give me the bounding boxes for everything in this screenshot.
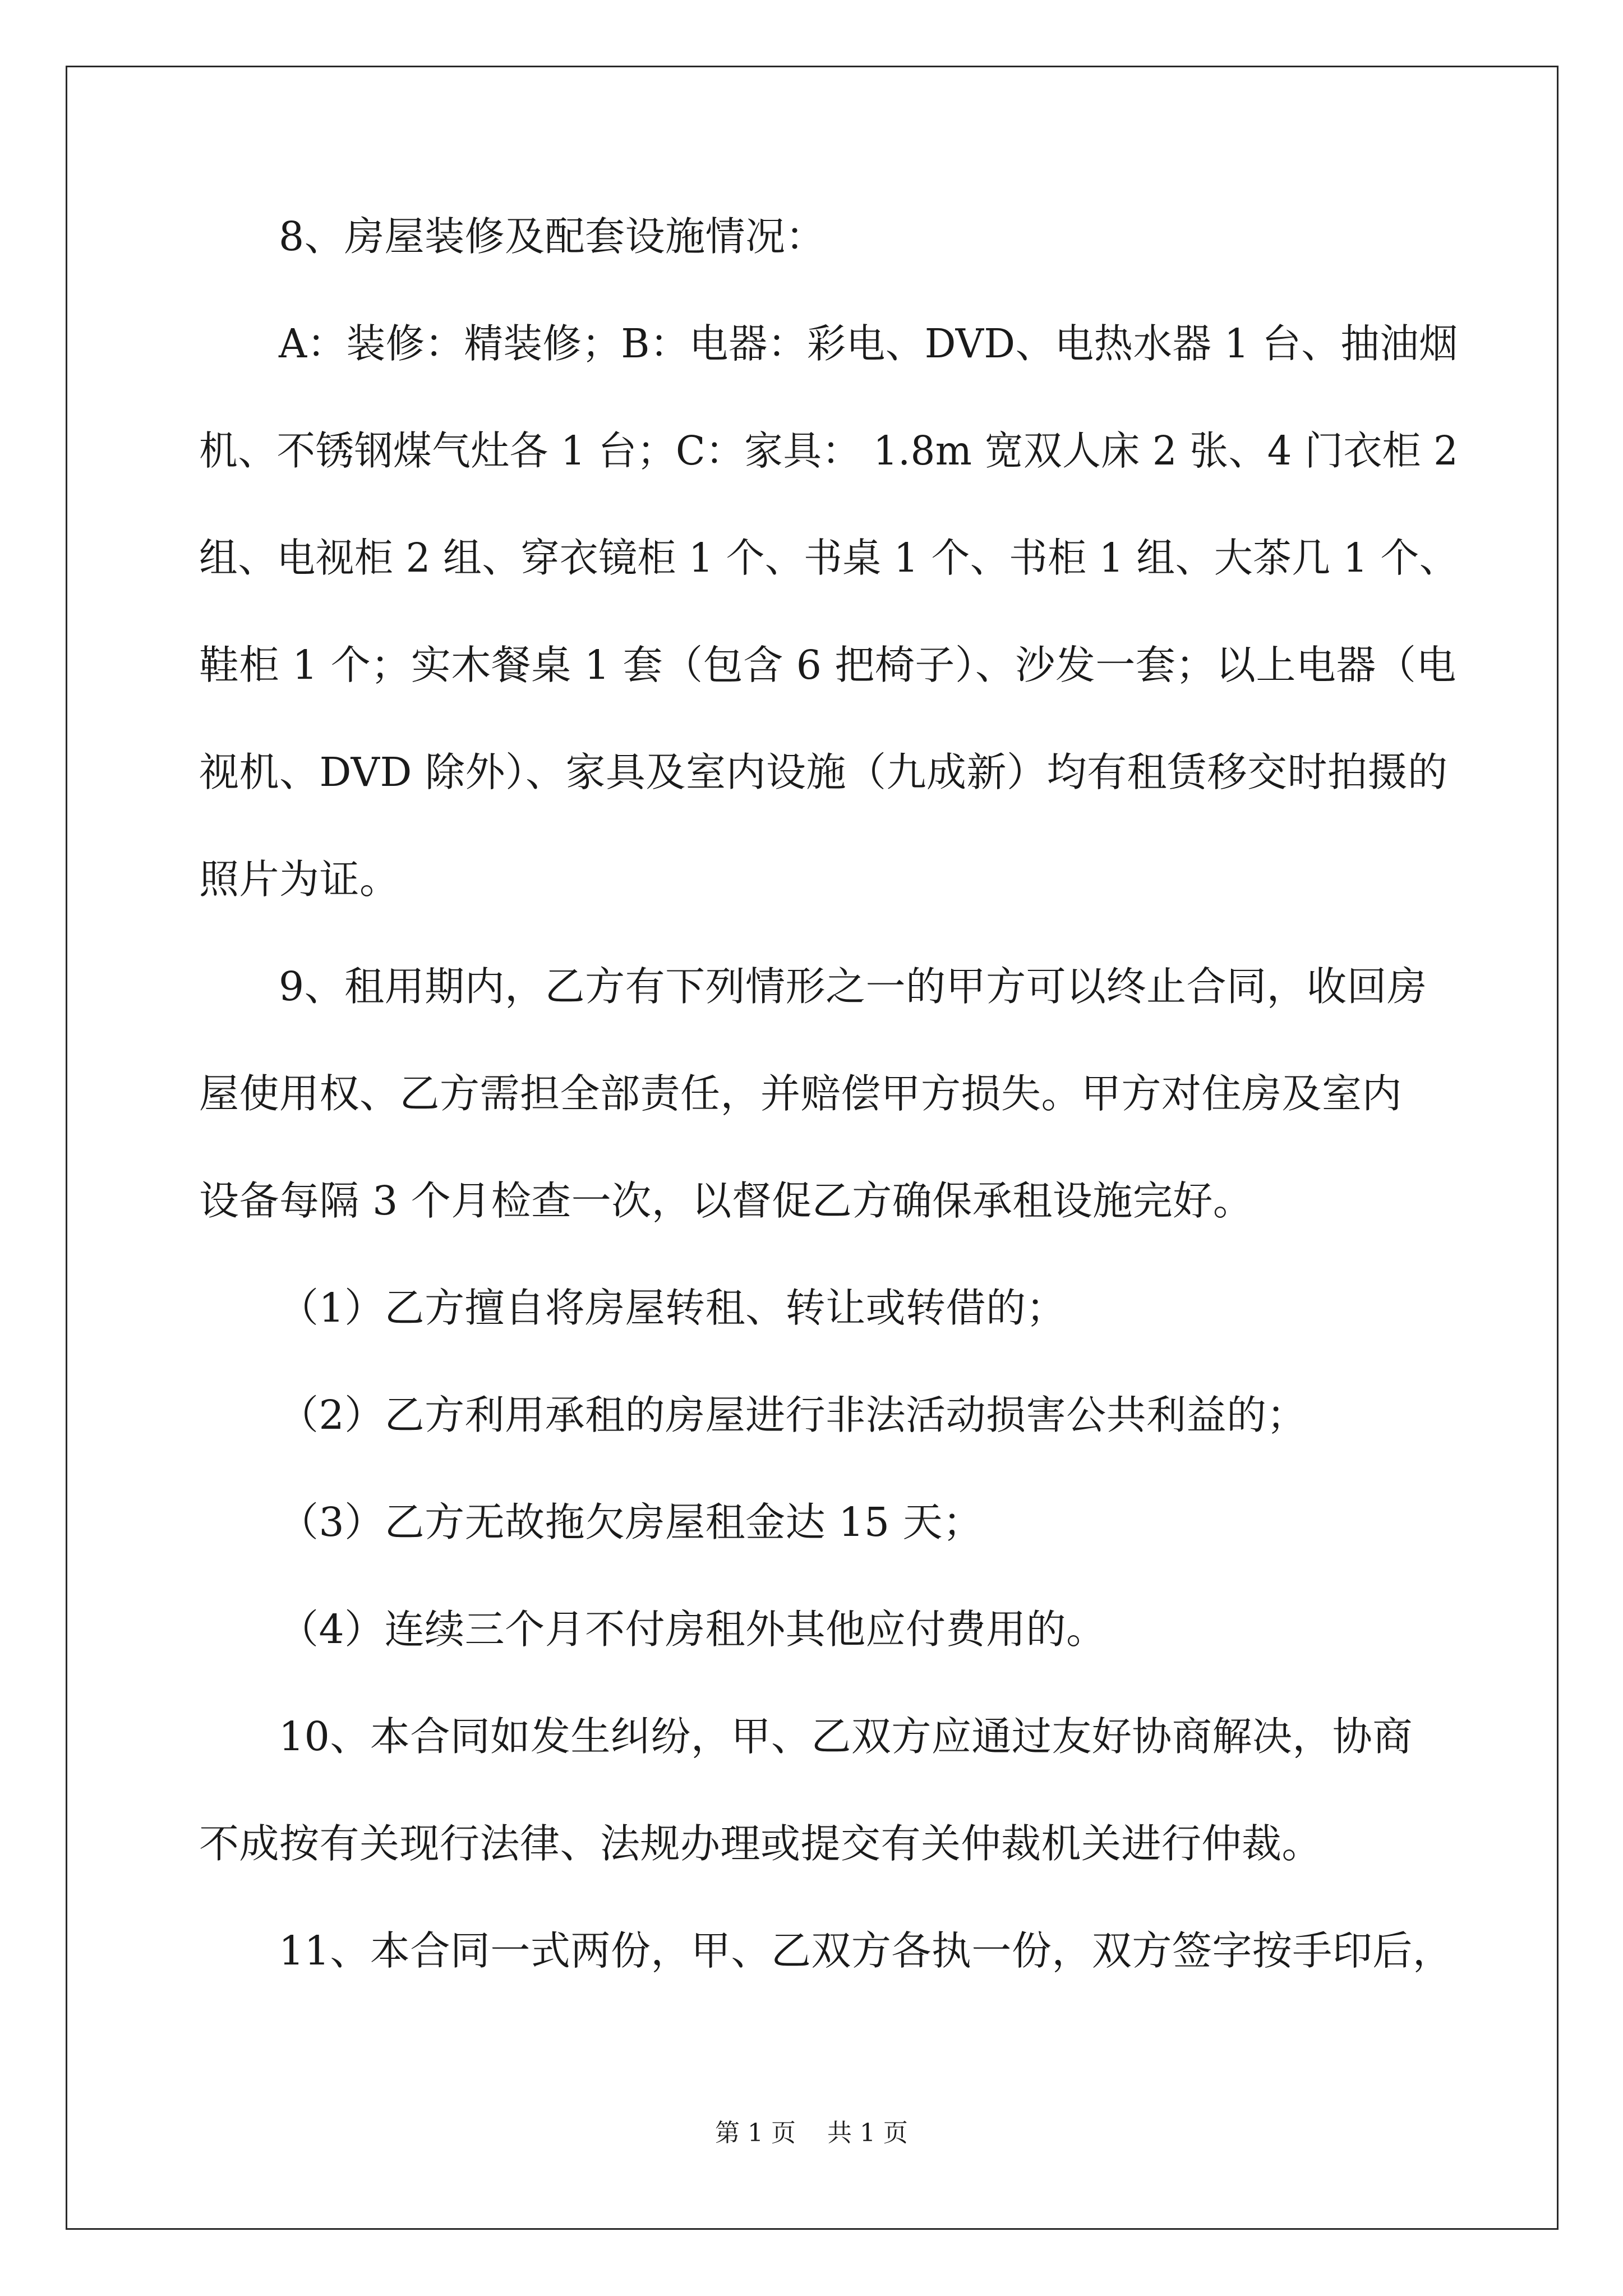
text-line: 不成按有关现行法律、法规办理或提交有关仲裁机关进行仲裁。 [199,1820,1322,1867]
page-border [66,66,1559,2230]
text-line: 机、不锈钢煤气灶各 1 台；C：家具： 1.8m 宽双人床 2 张、4 门衣柜 2 [199,427,1459,474]
text-line: 设备每隔 3 个月检查一次，以督促乙方确保承租设施完好。 [199,1177,1253,1224]
text-line: （1）乙方擅自将房屋转租、转让或转借的； [279,1285,1067,1331]
text-line: 组、电视柜 2 组、穿衣镜柜 1 个、书桌 1 个、书柜 1 组、大茶几 1 个、 [199,535,1459,581]
text-line: 照片为证。 [199,856,400,903]
page-number: 第 1 页 共 1 页 [715,2119,908,2147]
text-line: （4）连续三个月不付房租外其他应付费用的。 [279,1606,1106,1653]
text-line: （2）乙方利用承租的房屋进行非法活动损害公共利益的； [279,1392,1307,1438]
text-line: A：装修：精装修；B：电器：彩电、DVD、电热水器 1 台、抽油烟 [279,320,1459,367]
text-line: 鞋柜 1 个；实木餐桌 1 套（包含 6 把椅子）、沙发一套；以上电器（电 [199,642,1456,688]
text-line: 11、本合同一式两份，甲、乙双方各执一份，双方签字按手印后， [279,1927,1453,1974]
text-line: 视机、DVD 除外）、家具及室内设施（九成新）均有租赁移交时拍摄的 [199,749,1448,795]
text-line: 10、本合同如发生纠纷，甲、乙双方应通过友好协商解决，协商 [279,1713,1413,1760]
text-line: （3）乙方无故拖欠房屋租金达 15 天； [279,1499,983,1545]
text-line: 8、房屋装修及配套设施情况： [279,213,826,260]
text-line: 屋使用权、乙方需担全部责任，并赔偿甲方损失。甲方对住房及室内 [199,1070,1403,1117]
text-line: 9、租用期内，乙方有下列情形之一的甲方可以终止合同，收回房 [279,963,1427,1010]
